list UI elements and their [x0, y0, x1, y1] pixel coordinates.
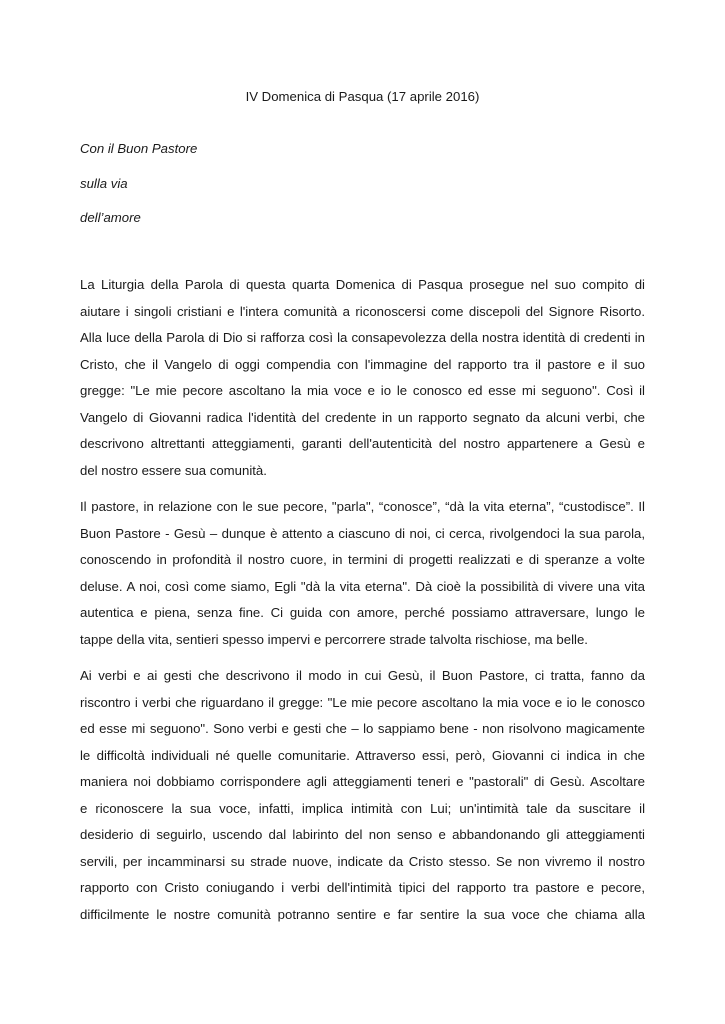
text-line: del nostro essere sua comunità. [80, 462, 267, 478]
text-line: ed esse mi seguono". Sono verbi e gesti che – lo sappiamo bene - non risolvono magicamente [80, 721, 645, 736]
document-title: IV Domenica di Pasqua (17 aprile 2016) [245, 89, 480, 104]
text-line: autentica e piena, senza fine. Ci guida con amore, perché possiamo attraversare, lungo le [80, 605, 645, 620]
text-line: La Liturgia della Parola di questa quarta Domenica di Pasqua prosegue nel suo compito di [80, 277, 645, 292]
text-line: rapporto con Cristo coniugando i verbi dell'intimità tipici del rapporto tra pastore e pecore, [80, 880, 645, 895]
text-line: Il pastore, in relazione con le sue pecore, "parla", “conosce”, “dà la vita eterna”, “custodisce”. Il [80, 499, 645, 514]
text-line: conoscendo in profondità il nostro cuore, in termini di progetti realizzati e di speranze a volte [80, 552, 645, 567]
subtitle-line-3: dell’amore [80, 210, 141, 225]
text-line: Alla luce della Parola di Dio si rafforza così la consapevolezza della nostra identità di credenti in [80, 330, 645, 345]
text-line: riscontro i verbi che riguardano il gregge: "Le mie pecore ascoltano la mia voce e io le conosco [80, 694, 645, 710]
text-line: maniera noi dobbiamo corrispondere agli atteggiamenti teneri e "pastorali" di Gesù. Ascoltare [80, 774, 645, 789]
text-line: difficilmente le nostre comunità potranno sentire e far sentire la sua voce che chiama alla [80, 906, 645, 922]
text-line: descrivono altrettanti atteggiamenti, garanti dell'autenticità del nostro appartenere a Gesù e [80, 436, 645, 451]
text-line: deluse. A noi, così come siamo, Egli "dà la vita eterna". Dà cioè la possibilità di vivere una vita [80, 578, 645, 594]
paragraph-1 [80, 272, 645, 484]
text-line: desiderio di seguirlo, uscendo dal labirinto del non senso e abbandonando gli atteggiamenti [80, 827, 645, 842]
text-line: servili, per incamminarsi su strade nuove, indicate da Cristo stesso. Se non vivremo il nostro [80, 853, 645, 869]
paragraph-3 [80, 663, 645, 928]
body-text [80, 272, 645, 938]
text-line: Vangelo di Giovanni radica l'identità del credente in un rapporto segnato da alcuni verbi, che [80, 409, 645, 425]
text-line: le difficoltà individuali né quelle comunitarie. Attraverso essi, però, Giovanni ci indica in che [80, 747, 645, 763]
subtitle-line-2: sulla via [80, 176, 128, 191]
paragraph-2 [80, 494, 645, 653]
text-line: e riconoscere la sua voce, infatti, implica intimità con Lui; un'intimità tale da suscitare il [80, 800, 645, 816]
text-line: Cristo, che il Vangelo di oggi compendia con l'immagine del rapporto tra il pastore e il suo [80, 356, 645, 372]
text-line: aiutare i singoli cristiani e l'intera comunità a riconoscersi come discepoli del Signore Risorto. [80, 303, 645, 319]
subtitle-line-1: Con il Buon Pastore [80, 141, 198, 156]
text-line: gregge: "Le mie pecore ascoltano la mia voce e io le conosco ed esse mi seguono". Così il [80, 383, 645, 398]
text-line: tappe della vita, sentieri spesso impervi e percorrere strade talvolta rischiose, ma belle. [80, 631, 588, 647]
text-line: Ai verbi e ai gesti che descrivono il modo in cui Gesù, il Buon Pastore, ci tratta, fanno da [80, 668, 645, 683]
text-line: Buon Pastore - Gesù – dunque è attento a ciascuno di noi, ci cerca, rivolgendoci la sua parola, [80, 525, 645, 541]
